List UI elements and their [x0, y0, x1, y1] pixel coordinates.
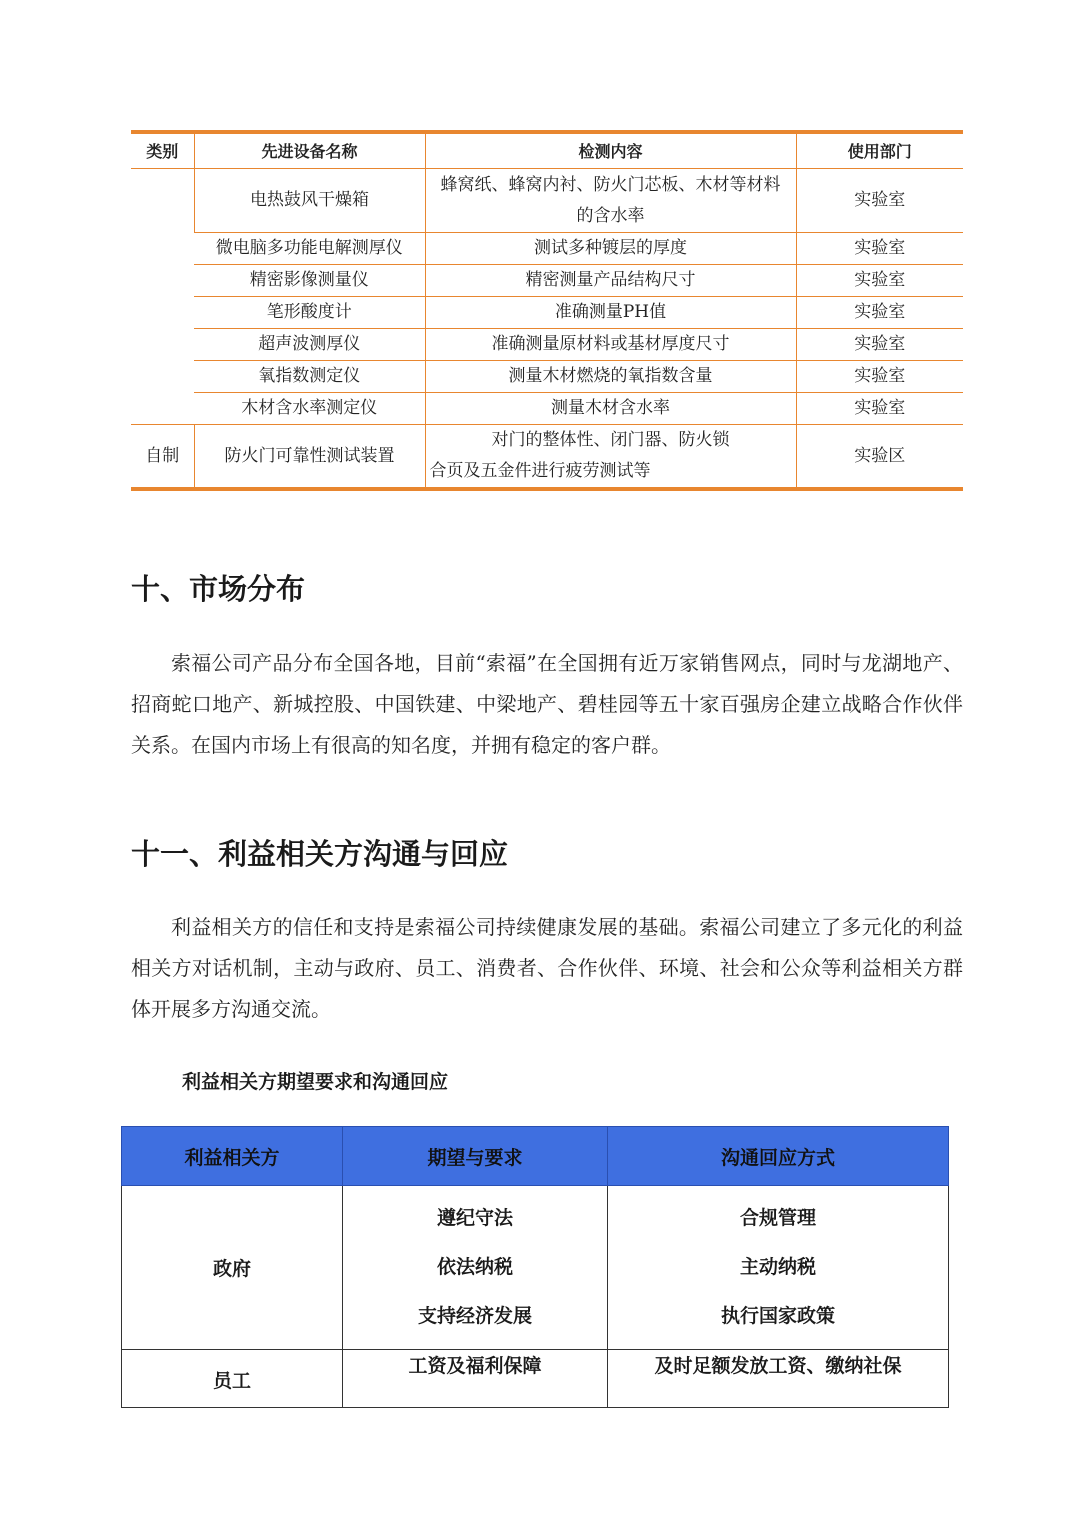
header-responses: 沟通回应方式 [608, 1127, 949, 1186]
response-item: 及时足额发放工资、缴纳社保 [608, 1350, 949, 1408]
category-cell [131, 169, 194, 425]
department: 实验室 [796, 233, 963, 265]
department: 实验室 [796, 361, 963, 393]
response-item: 主动纳税 [739, 1256, 816, 1278]
responses-cell [608, 1186, 949, 1350]
test-content-line: 蜂窝纸、蜂窝内衬、防火门芯板、木材等材料 [440, 174, 781, 195]
test-content: 准确测量原材料或基材厚度尺寸 [425, 329, 796, 361]
department: 实验室 [796, 297, 963, 329]
expectations-cell [343, 1186, 608, 1350]
equipment-table-header [131, 132, 963, 169]
test-content: 测量木材含水率 [425, 393, 796, 425]
department: 实验区 [796, 425, 963, 490]
category-cell: 自制 [131, 425, 194, 490]
expectation-item: 遵纪守法 [436, 1207, 513, 1229]
table-row [131, 329, 963, 361]
table-row [131, 425, 963, 490]
equipment-name: 防火门可靠性测试装置 [194, 425, 425, 490]
section-11-title: 十一、利益相关方沟通与回应 [131, 837, 509, 871]
table-caption: 利益相关方期望要求和沟通回应 [182, 1071, 449, 1093]
table-row [131, 169, 963, 233]
table-row [131, 233, 963, 265]
header-equipment-name: 先进设备名称 [194, 132, 425, 169]
stakeholder-table-header [122, 1127, 949, 1186]
test-content: 精密测量产品结构尺寸 [425, 265, 796, 297]
table-row [122, 1186, 949, 1350]
equipment-name: 笔形酸度计 [194, 297, 425, 329]
equipment-name: 微电脑多功能电解测厚仪 [194, 233, 425, 265]
table-row [131, 297, 963, 329]
response-item: 执行国家政策 [720, 1305, 835, 1327]
equipment-name: 木材含水率测定仪 [194, 393, 425, 425]
table-row [131, 265, 963, 297]
test-content [425, 425, 796, 490]
table-row [131, 393, 963, 425]
expectation-item: 支持经济发展 [417, 1305, 532, 1327]
equipment-name: 精密影像测量仪 [194, 265, 425, 297]
section-11-body: 利益相关方的信任和支持是索福公司持续健康发展的基础。索福公司建立了多元化的利益相关方对话机制，主动与政府、员工、消费者、合作伙伴、环境、社会和公众等利益相关方群体开展多方沟通交流。 [131, 915, 963, 1021]
equipment-name: 超声波测厚仪 [194, 329, 425, 361]
expectation-item: 依法纳税 [436, 1256, 513, 1278]
equipment-table [131, 130, 963, 491]
test-content [425, 169, 796, 233]
test-content: 测试多种镀层的厚度 [425, 233, 796, 265]
stakeholder-name: 政府 [122, 1186, 343, 1350]
department: 实验室 [796, 329, 963, 361]
test-content-line: 合页及五金件进行疲劳测试等 [429, 461, 651, 481]
response-item: 合规管理 [739, 1207, 816, 1229]
section-10-title: 十、市场分布 [131, 572, 306, 606]
test-content-line: 的含水率 [576, 205, 645, 226]
table-row [131, 361, 963, 393]
header-category: 类别 [131, 132, 194, 169]
equipment-name: 电热鼓风干燥箱 [194, 169, 425, 233]
header-expectations: 期望与要求 [343, 1127, 608, 1186]
department: 实验室 [796, 169, 963, 233]
header-stakeholder: 利益相关方 [122, 1127, 343, 1186]
expectation-item: 工资及福利保障 [343, 1350, 608, 1408]
header-test-content: 检测内容 [425, 132, 796, 169]
header-department: 使用部门 [796, 132, 963, 169]
section-10-body: 索福公司产品分布全国各地，目前“索福”在全国拥有近万家销售网点，同时与龙湖地产、招商蛇口地产、新城控股、中国铁建、中梁地产、碧桂园等五十家百强房企建立战略合作伙伴关系。在国内市场上有很高的知名度，并拥有稳定的客户群。 [131, 651, 963, 757]
test-content: 准确测量PH值 [425, 297, 796, 329]
test-content: 测量木材燃烧的氧指数含量 [425, 361, 796, 393]
department: 实验室 [796, 393, 963, 425]
test-content-line: 对门的整体性、闭门器、防火锁 [491, 430, 730, 450]
equipment-name: 氧指数测定仪 [194, 361, 425, 393]
stakeholder-name: 员工 [122, 1350, 343, 1408]
stakeholder-table [121, 1126, 949, 1408]
department: 实验室 [796, 265, 963, 297]
table-row [122, 1350, 949, 1408]
